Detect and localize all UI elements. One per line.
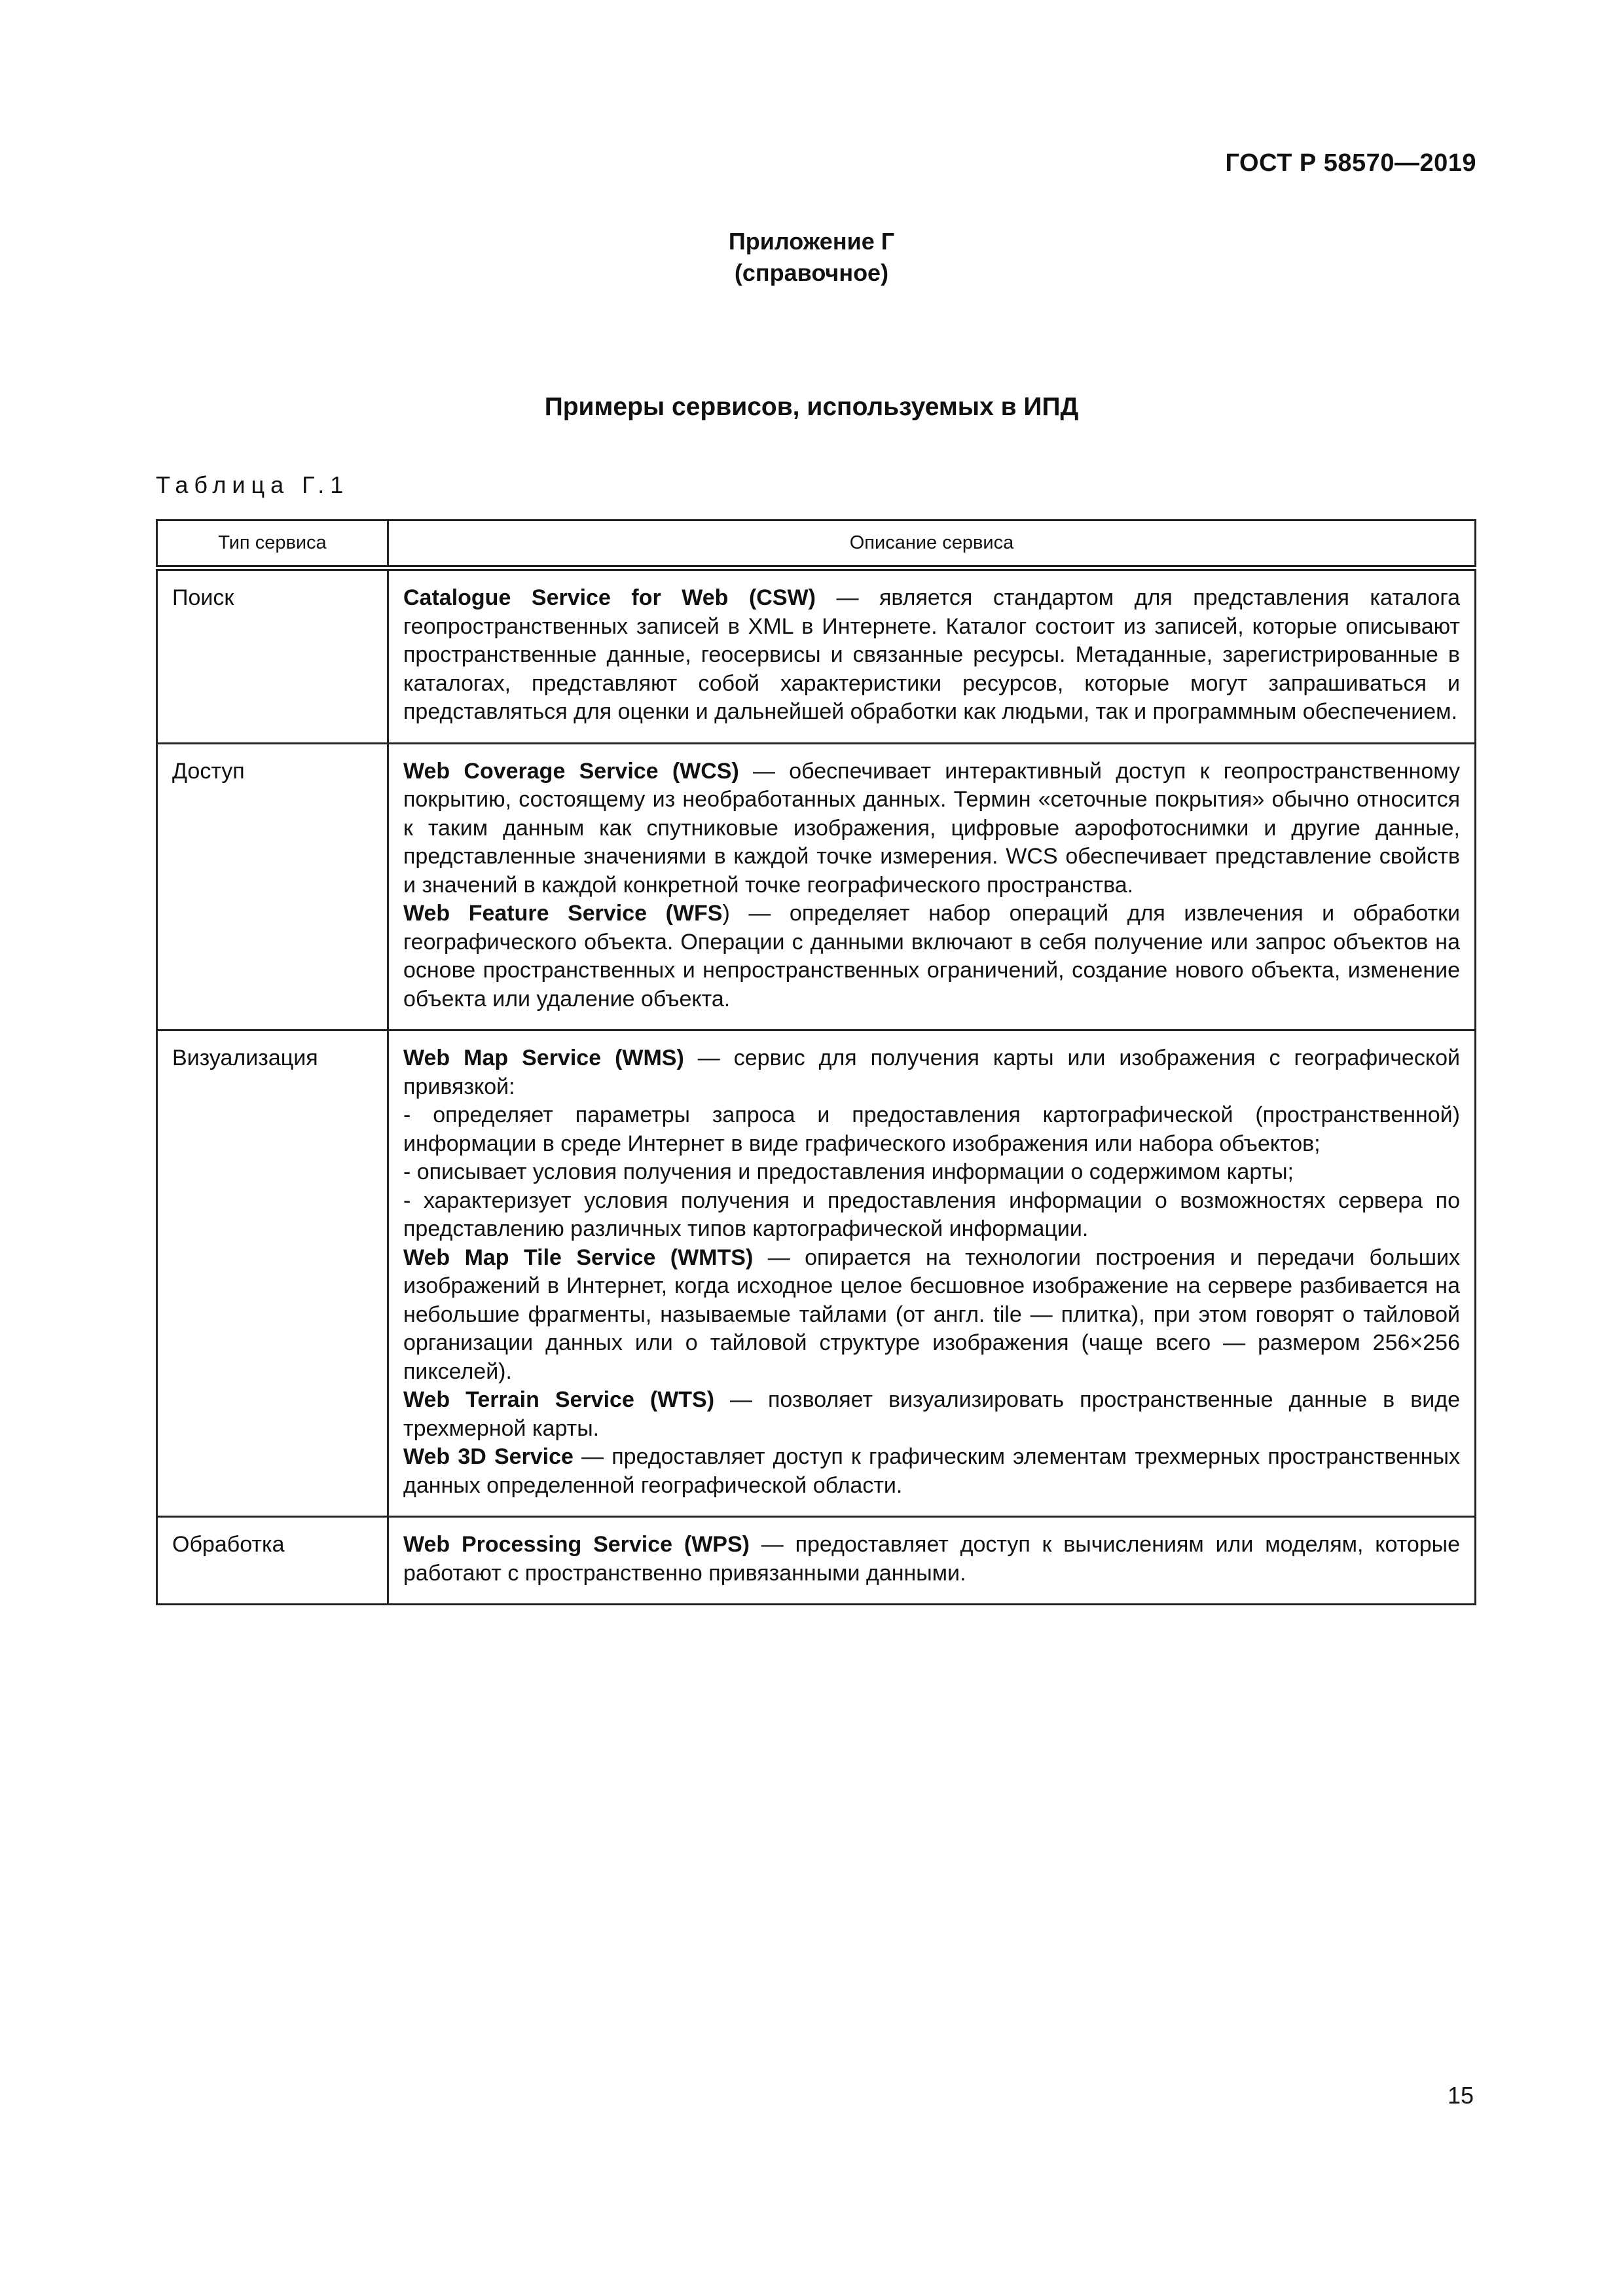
service-description-cell bbox=[388, 568, 1476, 744]
service-paragraph bbox=[403, 1531, 1460, 1588]
service-name: Catalogue Service for Web (CSW) bbox=[403, 585, 816, 610]
appendix-heading bbox=[0, 226, 1623, 289]
table-header-row bbox=[157, 520, 1476, 568]
table-row-search bbox=[157, 568, 1476, 744]
service-description-cell bbox=[388, 1030, 1476, 1517]
page-number: 15 bbox=[1447, 2082, 1474, 2109]
table-row-visualization bbox=[157, 1030, 1476, 1517]
table-row-access bbox=[157, 743, 1476, 1030]
service-paragraph bbox=[403, 584, 1460, 727]
service-type-cell: Поиск bbox=[157, 568, 388, 744]
service-paragraph bbox=[403, 1443, 1460, 1500]
table-label: Таблица Г.1 bbox=[156, 471, 350, 498]
service-name: Web Coverage Service (WCS) bbox=[403, 758, 739, 784]
service-text: — предоставляет доступ к вычислениям или моделям, которые работают с пространственно привязанными данными. bbox=[403, 1532, 1461, 1586]
document-id: ГОСТ Р 58570—2019 bbox=[1225, 149, 1476, 177]
appendix-line-2: (справочное) bbox=[734, 259, 889, 286]
column-header-description: Описание сервиса bbox=[388, 520, 1476, 568]
service-text: — сервис для получения карты или изображения с географической привязкой: bbox=[403, 1046, 1460, 1099]
service-name: Web Map Tile Service (WMTS) bbox=[403, 1245, 754, 1270]
service-description-cell bbox=[388, 743, 1476, 1030]
service-paragraph bbox=[403, 1044, 1460, 1101]
service-text: — обеспечивает интерактивный доступ к геопространственному покрытию, состоящему из необработанных данных. Термин «сеточные покрытия» обычно относится к таким данным как спутниковые изображения, цифровые аэрофотоснимки и другие данные, представленные значениями в каждой точке измерения. WCS обеспечивает представление свойств и значений в каждой конкретной точке географического пространства. bbox=[403, 758, 1460, 898]
appendix-line-1: Приложение Г bbox=[728, 228, 895, 255]
services-table bbox=[156, 519, 1476, 1605]
service-type-cell: Доступ bbox=[157, 743, 388, 1030]
page-title: Примеры сервисов, используемых в ИПД bbox=[544, 393, 1079, 421]
list-item: - характеризует условия получения и предоставления информации о возможностях сервера по представлению различных типов картографической информации. bbox=[403, 1188, 1460, 1241]
service-name: Web Processing Service (WPS) bbox=[403, 1532, 750, 1557]
service-type-cell: Обработка bbox=[157, 1517, 388, 1605]
service-text: ) — определяет набор операций для извлечения и обработки географического объекта. Операции с данными включают в себя получение или запрос объектов на основе пространственных и непространственных ограничений, создание нового объекта, изменение объекта или удаление объекта. bbox=[403, 901, 1460, 1011]
service-name: Web Terrain Service (WTS) bbox=[403, 1387, 715, 1412]
service-paragraph bbox=[403, 1386, 1460, 1443]
service-name: Web 3D Service bbox=[403, 1444, 574, 1469]
column-header-type: Тип сервиса bbox=[157, 520, 388, 568]
table-row-processing bbox=[157, 1517, 1476, 1605]
service-text: — опирается на технологии построения и передачи больших изображений в Интернет, когда исходное целое бесшовное изображение на сервере разбивается на небольшие фрагменты, называемые тайлами (от англ. tile — плитка), при этом говорят о тайловой организации данных или о тайловой структуре изображения (чаще всего — размером 256×256 пикселей). bbox=[403, 1245, 1460, 1384]
service-name: Web Feature Service (WFS bbox=[403, 901, 723, 926]
list-item: - определяет параметры запроса и предоставления картографической (пространственной) информации в среде Интернет в виде графического изображения или набора объектов; bbox=[403, 1102, 1460, 1156]
list-item: - описывает условия получения и предоставления информации о содержимом карты; bbox=[403, 1159, 1294, 1184]
service-text: — позволяет визуализировать пространственные данные в виде трехмерной карты. bbox=[403, 1387, 1460, 1441]
service-paragraph bbox=[403, 757, 1460, 900]
service-type-cell: Визуализация bbox=[157, 1030, 388, 1517]
service-name: Web Map Service (WMS) bbox=[403, 1046, 684, 1070]
service-paragraph bbox=[403, 900, 1460, 1013]
service-text: — является стандартом для представления каталога геопространственных записей в XML в Интернете. Каталог состоит из записей, которые описывают пространственные данные, геосервисы и связанные ресурсы. Метаданные, зарегистрированные в каталогах, представляют собой характеристики ресурсов, которые могут запрашиваться и представляться для оценки и дальнейшей обработки как людьми, так и программным обеспечением. bbox=[403, 585, 1460, 724]
service-paragraph bbox=[403, 1244, 1460, 1387]
service-text: — предоставляет доступ к графическим элементам трехмерных пространственных данных определенной географической области. bbox=[403, 1444, 1460, 1498]
service-description-cell bbox=[388, 1517, 1476, 1605]
